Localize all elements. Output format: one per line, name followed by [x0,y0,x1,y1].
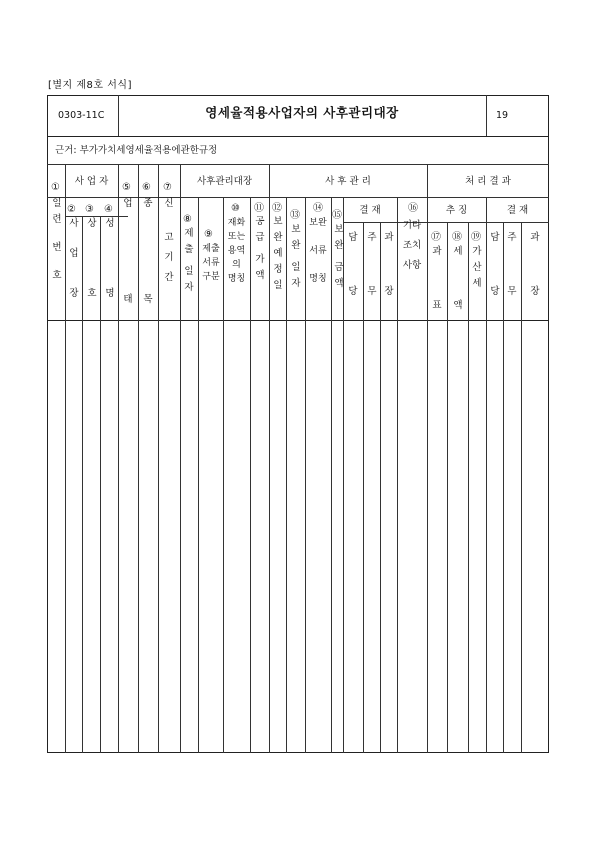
divider [397,197,398,753]
divider [269,164,270,753]
approval-header-2: 결 재 [506,205,529,216]
page-number: 19 [496,110,509,121]
divider [158,164,159,753]
form-code: 0303-11C [58,110,105,121]
goods-name-header: 재화 또는 용역 의 명칭 [227,218,246,284]
divider [427,164,428,753]
divider [468,222,469,753]
business-header: 사 업 자 [74,176,109,187]
post-management-header: 사 후 관 리 [325,176,371,187]
circle-number: ⑩ [231,203,240,214]
supply-amount-header: 공 급 가 액 [255,216,265,281]
divider [100,216,101,753]
page-title: 영세율적용사업자의 사후관리대장 [205,105,399,120]
divider [380,222,381,753]
circle-number: ⑯ [408,203,418,214]
divider [82,216,83,753]
circle-number: ⑬ [290,210,300,221]
circle-number: ⑥ [142,182,151,193]
divider [343,222,549,223]
circle-number: ⑦ [163,182,172,193]
circle-number: ⑰ [431,232,441,243]
doc-type-header: 제출 서류 구분 [202,244,220,282]
divider [363,222,364,753]
divider [250,197,251,753]
business-type-header: 업 태 [123,198,133,305]
divider [47,164,549,165]
divider [503,222,504,753]
other-action-header: 기타 조치 사항 [402,220,422,271]
divider [521,222,522,753]
circle-number: ⑱ [452,232,462,243]
approval-staff-header: 담 당 [348,232,358,297]
approval2-head-header: 과 장 [530,232,540,297]
approval-chief-header: 주 무 [367,232,377,297]
circle-number: ⑨ [204,229,213,240]
legal-basis: 근거: 부가가치세영세율적용에관한규정 [55,145,218,156]
divider [180,164,181,753]
circle-number: ④ [104,204,113,215]
form-label: [별지 제8호 서식] [48,80,132,91]
circle-number: ③ [85,204,94,215]
divider [286,197,287,753]
divider [118,164,119,753]
submit-date-header: 제 출 일 자 [184,228,194,293]
divider [65,164,66,753]
divider [138,164,139,753]
divider [47,136,549,137]
business-place-header: 사 업 장 [69,218,79,299]
approval2-chief-header: 주 무 [507,232,517,297]
divider [486,197,487,753]
approval2-staff-header: 담 당 [490,232,500,297]
supplement-date-header: 보 완 일 자 [291,224,301,289]
item-header: 종 목 [143,198,153,305]
divider [47,320,549,321]
circle-number: ② [67,204,76,215]
supplement-doc-header: 보완 서류 명칭 [309,218,327,284]
divider [447,222,448,753]
circle-number: ⑮ [332,210,342,221]
ledger-frame [47,95,549,753]
divider [486,95,487,136]
report-period-header: 신 고 기 간 [164,198,174,283]
circle-number: ⑭ [313,203,323,214]
result-header: 처 리 결 과 [465,176,511,187]
circle-number: ⑫ [272,203,282,214]
post-ledger-header: 사후관리대장 [196,176,253,187]
tax-base-header: 과 표 [432,246,442,311]
serial-number-header: 일 련 번 호 [52,198,62,281]
approval-head-header: 과 장 [384,232,394,297]
circle-number: ① [51,182,60,193]
approval-header: 결 재 [359,205,381,216]
trade-name-header: 상 호 [87,218,97,299]
circle-number: ⑲ [471,232,481,243]
collection-header: 추 징 [445,205,468,216]
supplement-amount-header: 보 완 금 액 [334,224,344,289]
person-name-header: 성 명 [105,218,115,299]
penalty-tax-header: 가 산 세 [472,246,482,289]
tax-amount-header: 세 액 [453,246,463,311]
circle-number: ⑪ [254,203,264,214]
circle-number: ⑧ [183,214,192,225]
circle-number: ⑤ [122,182,131,193]
supplement-due-date-header: 보 완 예 정 일 [273,216,283,291]
